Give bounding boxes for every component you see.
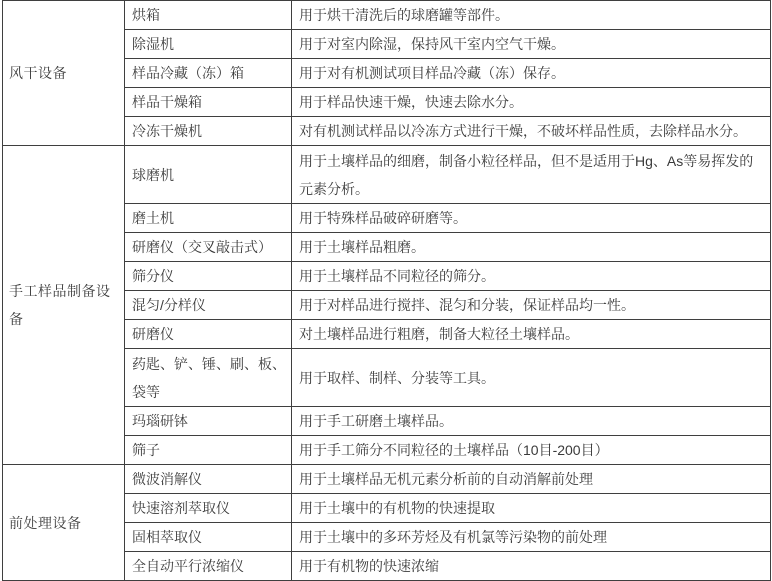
category-cell: 风干设备 [3, 1, 125, 146]
device-name-cell: 烘箱 [125, 1, 292, 30]
device-name-cell: 全自动平行浓缩仪 [125, 552, 292, 581]
device-name-cell: 研磨仪 [125, 320, 292, 349]
device-name-cell: 冷冻干燥机 [125, 117, 292, 146]
device-description-cell: 对土壤样品进行粗磨，制备大粒径土壤样品。 [292, 320, 771, 349]
device-name-cell: 球磨机 [125, 146, 292, 204]
table-row [3, 1, 771, 30]
device-name-cell: 筛分仪 [125, 262, 292, 291]
device-description-cell: 用于手工研磨土壤样品。 [292, 407, 771, 436]
device-name-cell: 筛子 [125, 436, 292, 465]
device-description-cell: 用于特殊样品破碎研磨等。 [292, 204, 771, 233]
device-name-cell: 磨土机 [125, 204, 292, 233]
equipment-table-body [3, 1, 771, 581]
device-name-cell: 微波消解仪 [125, 465, 292, 494]
device-description-cell: 用于烘干清洗后的球磨罐等部件。 [292, 1, 771, 30]
device-name-cell: 药匙、铲、锤、刷、板、袋等 [125, 349, 292, 407]
device-name-cell: 除湿机 [125, 30, 292, 59]
device-name-cell: 固相萃取仪 [125, 523, 292, 552]
device-description-cell: 用于样品快速干燥，快速去除水分。 [292, 88, 771, 117]
device-description-cell: 用于对室内除湿，保持风干室内空气干燥。 [292, 30, 771, 59]
device-description-cell: 用于对有机测试项目样品冷藏（冻）保存。 [292, 59, 771, 88]
device-description-cell: 用于对样品进行搅拌、混匀和分装，保证样品均一性。 [292, 291, 771, 320]
device-description-cell: 用于土壤样品不同粒径的筛分。 [292, 262, 771, 291]
device-name-cell: 混匀/分样仪 [125, 291, 292, 320]
device-description-cell: 用于有机物的快速浓缩 [292, 552, 771, 581]
device-description-cell: 用于土壤样品的细磨，制备小粒径样品，但不是适用于Hg、As等易挥发的元素分析。 [292, 146, 771, 204]
device-description-cell: 用于取样、制样、分装等工具。 [292, 349, 771, 407]
device-name-cell: 快速溶剂萃取仪 [125, 494, 292, 523]
device-name-cell: 样品干燥箱 [125, 88, 292, 117]
category-cell: 手工样品制备设备 [3, 146, 125, 465]
device-description-cell: 对有机测试样品以冷冻方式进行干燥，不破坏样品性质，去除样品水分。 [292, 117, 771, 146]
table-row [3, 146, 771, 204]
device-name-cell: 样品冷藏（冻）箱 [125, 59, 292, 88]
device-name-cell: 研磨仪（交叉敲击式） [125, 233, 292, 262]
device-description-cell: 用于土壤中的有机物的快速提取 [292, 494, 771, 523]
device-description-cell: 用于土壤样品粗磨。 [292, 233, 771, 262]
device-description-cell: 用于土壤样品无机元素分析前的自动消解前处理 [292, 465, 771, 494]
table-row [3, 465, 771, 494]
equipment-table [2, 0, 771, 581]
category-cell: 前处理设备 [3, 465, 125, 581]
device-description-cell: 用于手工筛分不同粒径的土壤样品（10目-200目） [292, 436, 771, 465]
device-description-cell: 用于土壤中的多环芳烃及有机氯等污染物的前处理 [292, 523, 771, 552]
device-name-cell: 玛瑙研钵 [125, 407, 292, 436]
